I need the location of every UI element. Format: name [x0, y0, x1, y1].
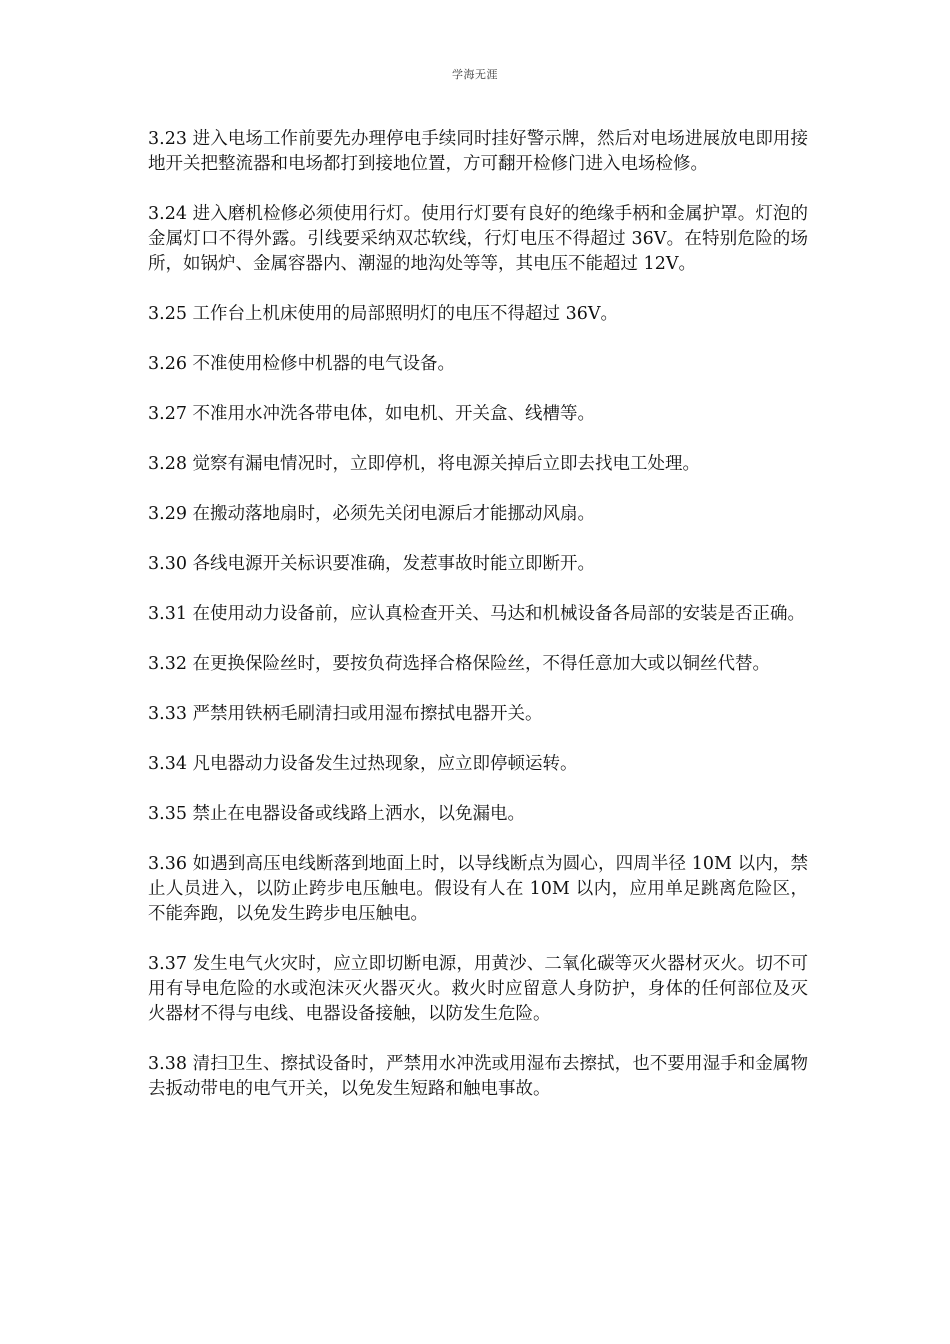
paragraph-3-26: 3.26 不准使用检修中机器的电气设备。: [148, 354, 456, 374]
paragraph-3-28: 3.28 觉察有漏电情况时，立即停机，将电源关掉后立即去找电工处理。: [148, 454, 701, 474]
paragraph-3-30: 3.30 各线电源开关标识要准确，发惹事故时能立即断开。: [148, 554, 596, 574]
paragraph-3-38: 3.38 清扫卫生、擦拭设备时，严禁用水冲洗或用湿布去擦拭，也不要用湿手和金属物去扳动带电的电气开关，以免发生短路和触电事故。: [148, 1054, 808, 1099]
paragraph-3-37: 3.37 发生电气火灾时，应立即切断电源，用黄沙、二氧化碳等灭火器材灭火。切不可用有导电危险的水或泡沫灭火器灭火。救火时应留意人身防护，身体的任何部位及灭火器材不得与电线、电器设备接触，以防发生危险。: [148, 954, 808, 1024]
paragraph-3-27: 3.27 不准用水冲洗各带电体，如电机、开关盒、线槽等。: [148, 404, 596, 424]
paragraph-3-33: 3.33 严禁用铁柄毛刷清扫或用湿布擦拭电器开关。: [148, 704, 543, 724]
paragraph-3-35: 3.35 禁止在电器设备或线路上洒水，以免漏电。: [148, 804, 526, 824]
paragraph-3-34: 3.34 凡电器动力设备发生过热现象，应立即停顿运转。: [148, 754, 578, 774]
paragraph-3-32: 3.32 在更换保险丝时，要按负荷选择合格保险丝，不得任意加大或以铜丝代替。: [148, 654, 771, 674]
paragraph-3-31: 3.31 在使用动力设备前，应认真检查开关、马达和机械设备各局部的安装是否正确。: [148, 604, 806, 624]
paragraph-3-24: 3.24 进入磨机检修必须使用行灯。使用行灯要有良好的绝缘手柄和金属护罩。灯泡的金属灯口不得外露。引线要采纳双芯软线，行灯电压不得超过 36V。在特别危险的场所，如锅炉、金属容器内、潮湿的地沟处等等，其电压不能超过 12V。: [148, 204, 808, 274]
paragraph-3-25: 3.25 工作台上机床使用的局部照明灯的电压不得超过 36V。: [148, 304, 618, 324]
paragraph-3-29: 3.29 在搬动落地扇时，必须先关闭电源后才能挪动风扇。: [148, 504, 596, 524]
page-header: 学海无涯: [452, 68, 498, 81]
paragraph-3-36: 3.36 如遇到高压电线断落到地面上时，以导线断点为圆心，四周半径 10M 以内，禁止人员进入，以防止跨步电压触电。假设有人在 10M 以内，应用单足跳离危险区，不能奔跑，以免发生跨步电压触电。: [148, 854, 808, 924]
document-body: [148, 127, 808, 1127]
paragraph-3-23: 3.23 进入电场工作前要先办理停电手续同时挂好警示牌，然后对电场进展放电即用接地开关把整流器和电场都打到接地位置，方可翻开检修门进入电场检修。: [148, 129, 808, 174]
